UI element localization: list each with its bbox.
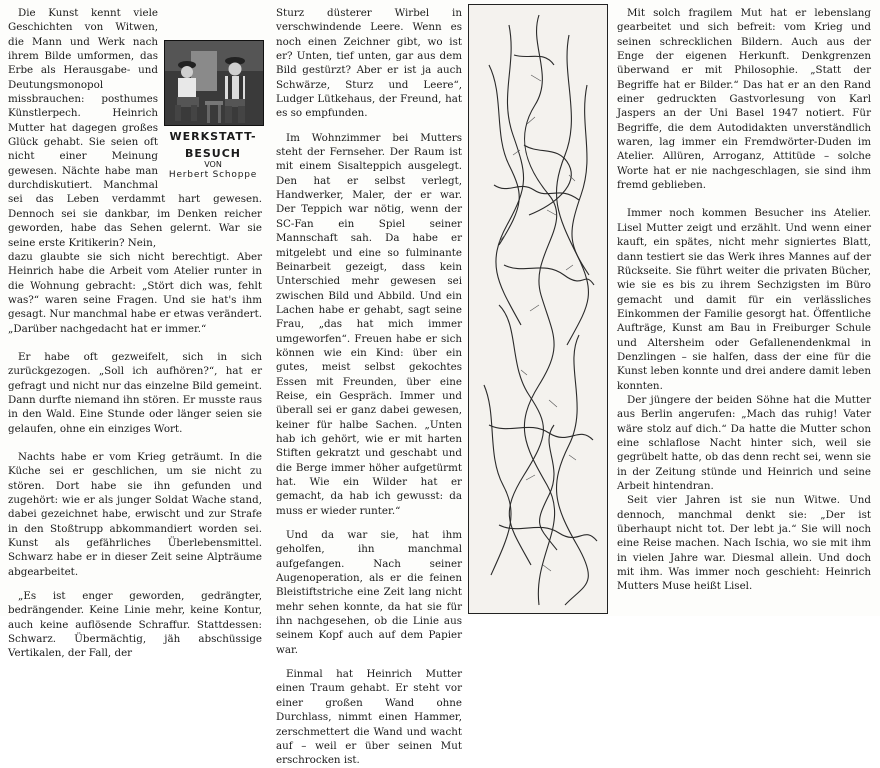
article-column-3: [617, 0, 871, 616]
byline-von: VON: [204, 160, 222, 169]
paragraph-son-call: Der jüngere der beiden Söhne hat die Mutter aus Berlin angerufen: „Mach das ruhig! Vater wäre stolz auf dich.“ Da hatte die Mutter schon eine schlaflose Nacht hinter sich, weil sie gegrübelt hatte, ob das denn recht sei, wenn sie in der Zeitung stünde und Heinrich und seine Arbeit hintendran.: [617, 393, 871, 492]
portrait-photo: [164, 40, 264, 126]
paragraph-living-room: Im Wohnzimmer bei Mutters steht der Fernseher. Der Raum ist mit einem Sisalteppich ausgelegt. Den hat er selbst verlegt, Handwerker, Maler, der er war. Der Teppich war nötig, wenn der SC-Fan ein Spiel seiner Mannschaft sah. Da habe er mitgelebt und eine so fulminante Beinarbeit gezeigt, dass kein Unterschied mehr gewesen sei zwischen Bild und Abbild. Und ein Lachen habe er gehabt, sagt seine Frau, „das hat mich immer umgeworfen“. Freuen habe er sich können wie ein Kind: über ein gutes, meist selbst gekochtes Essen mit Freunden, über eine Reise, ein Gespräch. Immer und überall sei er ganz dabei gewesen, keiner für halbe Sachen. „Unten hab ich gehört, wie er mit harten Stiften gekratzt und geschabt und die Berge immer höher aufgetürmt hat. Wie ein Wilder hat er gemacht, da hab ich gewusst: da muss er wieder runter.“: [276, 131, 462, 517]
artwork-drawing: [468, 4, 608, 614]
paragraph-fragile-courage: Mit solch fragilem Mut hat er lebenslang gearbeitet und sich befreit: vom Krieg und seinen schrecklichen Bildern. Auch aus der Enge der eigenen Herkunft. Denkgrenzen überwand er mit Philosophie. „Statt der Begriffe hat er Bilder.“ Das hat er an den Rand einer gedruckten Gastvorlesung von Karl Jaspers an der Uni Basel 1947 notiert. Für Begriffe, die dem Autodidakten unverständlich waren, lag immer ein Fremdwörter-Duden im Atelier. Allüren, Arroganz, Attitüde – solche Worte hat er nie nachgeschlagen, sie sind ihm fremd geblieben.: [617, 7, 871, 192]
feature-title-line1: WERKSTATT-: [169, 130, 257, 143]
paragraph-intro: Die Kunst kennt viele Geschichten von Witwen, die Mann und Werk nach ihrem Bilde umformen, das Erbe als Herausgabe- und Deutungsmonopol missbrauchen: posthumes Künstlerpech. Heinrich Mutter hat dagegen großes Glück gehabt. Sie seien oft nicht einer Meinung gewesen. Nächte habe man durchdiskutiert. Manchmal sei das Leben verdammt hart gewesen. Dennoch sei sie dankbar, im Denken reicher geworden, habe das Sehen gelernt. War sie seine erste Kritikerin? Nein,: [8, 7, 262, 249]
feature-inset: [164, 40, 262, 181]
article-column-2: [276, 0, 462, 767]
paragraph-visitors: Immer noch kommen Besucher ins Atelier. Lisel Mutter zeigt und erzählt. Und wenn einer kauft, ein spätes, nicht mehr signiertes Blatt, dann testiert sie das Werk ihres Mannes auf der Rückseite. Sie führt weiter die privaten Bücher, wie sie es bis zu ihrem Sechzigsten im Büro gemacht und damit für ein verlässliches Einkommen der Familie gesorgt hat. Öffentliche Aufträge, Kunst am Bau in Freiburger Schule und Altersheim oder Gefallenendenkmal in Denzlingen – sie halfen, dass der eine für die Kunst leben konnte und drei andere damit leben konnten.: [617, 207, 871, 392]
byline-author: Herbert Schoppe: [168, 170, 258, 180]
paragraph-fall: Sturz düsterer Wirbel in verschwindende Leere. Wenn es noch einen Zeichner gibt, wo ist er? Unten, tief unten, gar aus dem Bild gestürzt? Aber er ist ja auch Schwärze, Sturz und Leere“, Ludger Lütkehaus, der Freund, hat es so empfunden.: [276, 7, 462, 120]
paragraph-help: Und da war sie, hat ihm geholfen, ihn manchmal aufgefangen. Nach seiner Augenoperation, als er die feinen Bleistiftstriche eine Zeit lang nicht mehr sehen konnte, da hat sie für ihn nachgesehen, ob die Linie aus seinem Kopf auch auf dem Papier war.: [276, 529, 462, 656]
paragraph-dream: Einmal hat Heinrich Mutter einen Traum gehabt. Er steht vor einer großen Wand ohne Durchlass, nimmt einen Hammer, zerschmettert die Wand und wacht auf – weil er über seinen Mut erschrocken ist.: [276, 668, 462, 767]
paragraph-quote-black: „Es ist enger geworden, gedrängter, bedrängender. Keine Linie mehr, keine Kontur, auch keine auflösende Schraffur. Stattdessen: Schwarz. Übermächtig, jäh abschüssige Vertikalen, der Fall, der: [8, 590, 262, 660]
abstract-line-drawing-icon: [469, 5, 607, 613]
paragraph-war-dreams: Nachts habe er vom Krieg geträumt. In die Küche sei er geschlichen, um sie nicht zu stören. Dort habe sie ihn gefunden und zugehört: wie er als junger Soldat Wache stand, dabei gezeichnet habe, erwischt und zur Strafe in den Stoßtrupp abkommandiert worden sei. Kunst als gefährliches Überlebensmittel. Schwarz habe er in dieser Zeit seine Alpträume abgearbeitet.: [8, 450, 262, 578]
portrait-photo-icon: [165, 41, 263, 125]
paragraph-intro-continued: dazu glaubte sie sich nicht berechtigt. Aber Heinrich habe die Arbeit vom Atelier runter in die Wohnung gebracht: „Stört dich was, fehlt was?“ waren seine Fragen. Und sie hat's ihm gesagt. Nur manchmal habe er etwas verändert. „Darüber nachgedacht hat er immer.“: [8, 250, 263, 335]
paragraph-widow: Seit vier Jahren ist sie nun Witwe. Und dennoch, manchmal denkt sie: „Der ist überhaupt nicht tot. Der lebt ja.“ Sie will noch eine Reise machen. Nach Ischia, wo sie mit ihm in vielen Jahre war. Diesmal allein. Und doch mit ihm. Was immer noch geschieht: Heinrich Mutters Muse heißt Lisel.: [617, 494, 871, 593]
feature-title-line2: BESUCH: [184, 147, 242, 160]
paragraph-doubt: Er habe oft gezweifelt, sich in sich zurückgezogen. „Soll ich aufhören?“, hat er gefragt und nicht nur das einzelne Bild gemeint. Dann durfte niemand ihn stören. Er musste raus in den Wald. Eine Stunde oder länger seien sie gelaufen, ohne ein einziges Wort.: [8, 350, 262, 435]
article-column-1: [8, 0, 263, 660]
